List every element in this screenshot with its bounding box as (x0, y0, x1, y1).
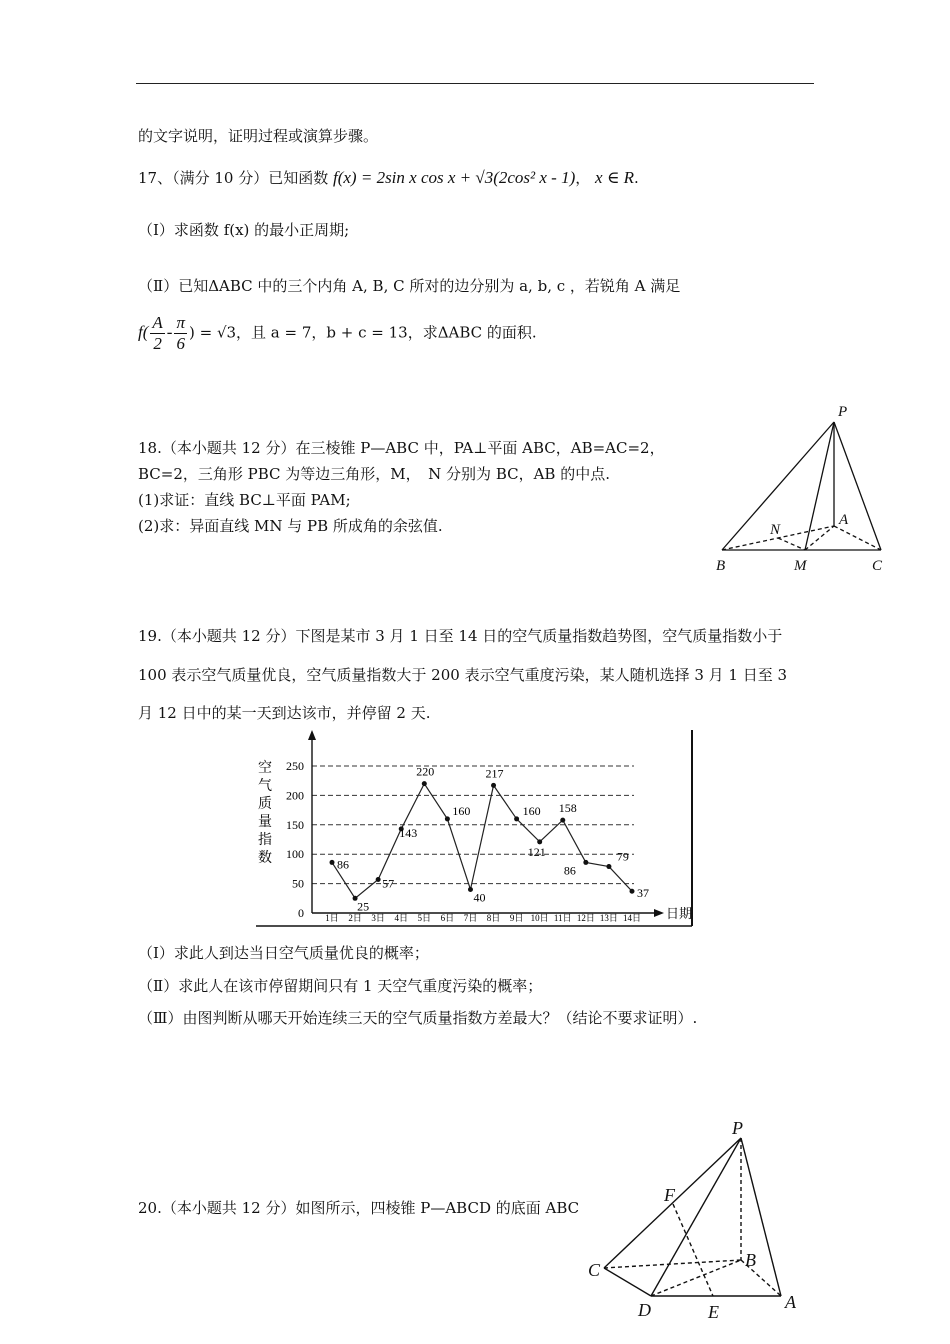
y-tick-label: 250 (286, 759, 304, 773)
q20-label-a: A (785, 1292, 796, 1312)
q20-label-c: C (588, 1260, 601, 1280)
q20-pyramid-figure (580, 1112, 810, 1332)
data-label: 25 (357, 899, 370, 914)
data-point (606, 864, 611, 869)
x-tick-label: 9日 (509, 913, 524, 923)
x-tick-label: 6日 (440, 913, 455, 923)
x-tick-label: 8日 (486, 913, 501, 923)
x-tick-label: 1日 (325, 913, 339, 923)
q17-frac-a: $\frac{A}{2}$ (152, 313, 163, 353)
y-axis-arrow (308, 730, 316, 740)
x-axis-arrow (654, 909, 664, 917)
data-point (376, 877, 381, 882)
q19-line3: 月 12 日中的某一天到达该市，并停留 2 天. (138, 704, 431, 722)
x-tick-label: 12日 (576, 913, 595, 923)
y-axis-label-char: 气 (258, 779, 272, 794)
y-axis-label-char: 空 (258, 761, 272, 776)
q17-frac-pi: $\frac{\pi}{6}$ (176, 313, 185, 353)
data-point (537, 839, 542, 844)
q20-label-p: P (732, 1118, 743, 1138)
data-point (583, 860, 588, 865)
y-axis-label-char: 质 (258, 797, 272, 812)
x-tick-label: 7日 (463, 913, 478, 923)
q19-line1: 19.（本小题共 12 分）下图是某市 3 月 1 日至 14 日的空气质量指数趋势图，空气质量指数小于 (138, 627, 783, 645)
data-label: 86 (563, 863, 576, 878)
x-tick-label: 13日 (599, 913, 618, 923)
q19-part2: （Ⅱ）求此人在该市停留期间只有 1 天空气重度污染的概率； (138, 977, 543, 995)
data-label: 217 (485, 766, 504, 781)
q20-label-f: F (664, 1185, 675, 1205)
data-label: 86 (337, 857, 349, 872)
data-label: 158 (558, 801, 577, 816)
q17-part2-a: （Ⅱ）已知ΔABC 中的三个内角 A, B, C 所对的边分别为 a, b, c ，若锐角 A 满足 (138, 277, 681, 295)
data-label: 79 (616, 849, 629, 864)
q18-line3: (1)求证：直线 BC⊥平面 PAM; (138, 491, 351, 509)
aqi-line-chart (254, 728, 700, 928)
y-tick-label: 200 (286, 788, 304, 803)
y-axis-label-char: 数 (258, 851, 272, 866)
y-tick-label: 50 (292, 876, 304, 891)
x-tick-label: 11日 (553, 913, 572, 923)
q20-label-d: D (638, 1300, 651, 1320)
y-tick-label: 0 (298, 906, 304, 920)
q19-part1: （Ⅰ）求此人到达当日空气质量优良的概率； (138, 944, 429, 962)
data-label: 40 (473, 890, 486, 905)
q18-pyramid-figure (700, 400, 900, 580)
q20-line1: 20.（本小题共 12 分）如图所示，四棱锥 P—ABCD 的底面 ABC (138, 1199, 580, 1217)
x-tick-label: 5日 (417, 913, 432, 923)
q17-domain: x ∈ R (595, 168, 635, 187)
x-tick-label: 2日 (348, 913, 362, 923)
q20-label-b: B (745, 1250, 756, 1270)
q18-label-n: N (770, 522, 781, 538)
q18-line4: (2)求：异面直线 MN 与 PB 所成角的余弦值. (138, 517, 443, 535)
header-text: 的文字说明，证明过程或演算步骤。 (138, 127, 379, 145)
q17-label: 17、（满分 10 分）已知函数 (138, 169, 329, 187)
q18-line2: BC=2，三角形 PBC 为等边三角形，M， N 分别为 BC，AB 的中点. (138, 465, 610, 483)
q18-label-p: P (838, 404, 848, 420)
data-point (468, 887, 473, 892)
data-point (445, 816, 450, 821)
x-tick-label: 14日 (622, 913, 642, 923)
x-axis-label: 日期 (666, 906, 693, 921)
q17-formula: f(x) = 2sin x cos x + √3(2cos² x - 1) (333, 168, 576, 187)
x-tick-label: 3日 (371, 913, 385, 923)
data-label: 160 (452, 803, 471, 818)
data-label: 121 (527, 844, 546, 859)
x-tick-label: 10日 (530, 913, 549, 923)
y-axis-label-char: 量 (258, 815, 272, 830)
data-label: 143 (399, 825, 418, 840)
y-axis-label-char: 指 (258, 833, 272, 848)
data-point (630, 889, 635, 894)
data-point (560, 818, 565, 823)
header-rule (136, 83, 814, 84)
data-point (514, 816, 519, 821)
q18-label-m: M (794, 558, 807, 574)
data-point (422, 781, 427, 786)
y-tick-label: 150 (286, 817, 304, 832)
q18-line1: 18.（本小题共 12 分）在三棱锥 P—ABC 中，PA⊥平面 ABC，AB=AC=2， (138, 439, 665, 457)
data-label: 220 (416, 764, 435, 779)
data-point (330, 860, 335, 865)
q18-label-c: C (872, 558, 883, 574)
x-tick-label: 4日 (394, 913, 408, 923)
q19-part3: （Ⅲ）由图判断从哪天开始连续三天的空气质量指数方差最大？（结论不要求证明）. (138, 1009, 698, 1027)
q18-label-a: A (839, 512, 849, 528)
q17-part2-rest: ) = √3，且 a = 7，b + c = 13，求ΔABC 的面积. (188, 323, 537, 342)
y-tick-label: 100 (286, 847, 304, 862)
q17-part1: （Ⅰ）求函数 f(x) 的最小正周期; (138, 221, 350, 239)
data-label: 160 (522, 803, 541, 818)
data-point (491, 783, 496, 788)
q17-part2-b: f( $\frac{A}{2}$ - $\frac{\pi}{6}$ ) = √3，且 a = 7，b + c = 13，求ΔABC 的面积. (138, 313, 537, 353)
q17-statement: 17、（满分 10 分）已知函数 f(x) = 2sin x cos x + √3(2cos² x - 1)， x ∈ R. (138, 168, 639, 187)
q19-line2: 100 表示空气质量优良，空气质量指数大于 200 表示空气重度污染，某人随机选择 3 月 1 日至 3 (138, 666, 788, 684)
q20-label-e: E (708, 1302, 719, 1322)
data-label: 57 (382, 876, 395, 891)
data-label: 37 (637, 886, 649, 901)
q18-label-b: B (716, 558, 726, 574)
